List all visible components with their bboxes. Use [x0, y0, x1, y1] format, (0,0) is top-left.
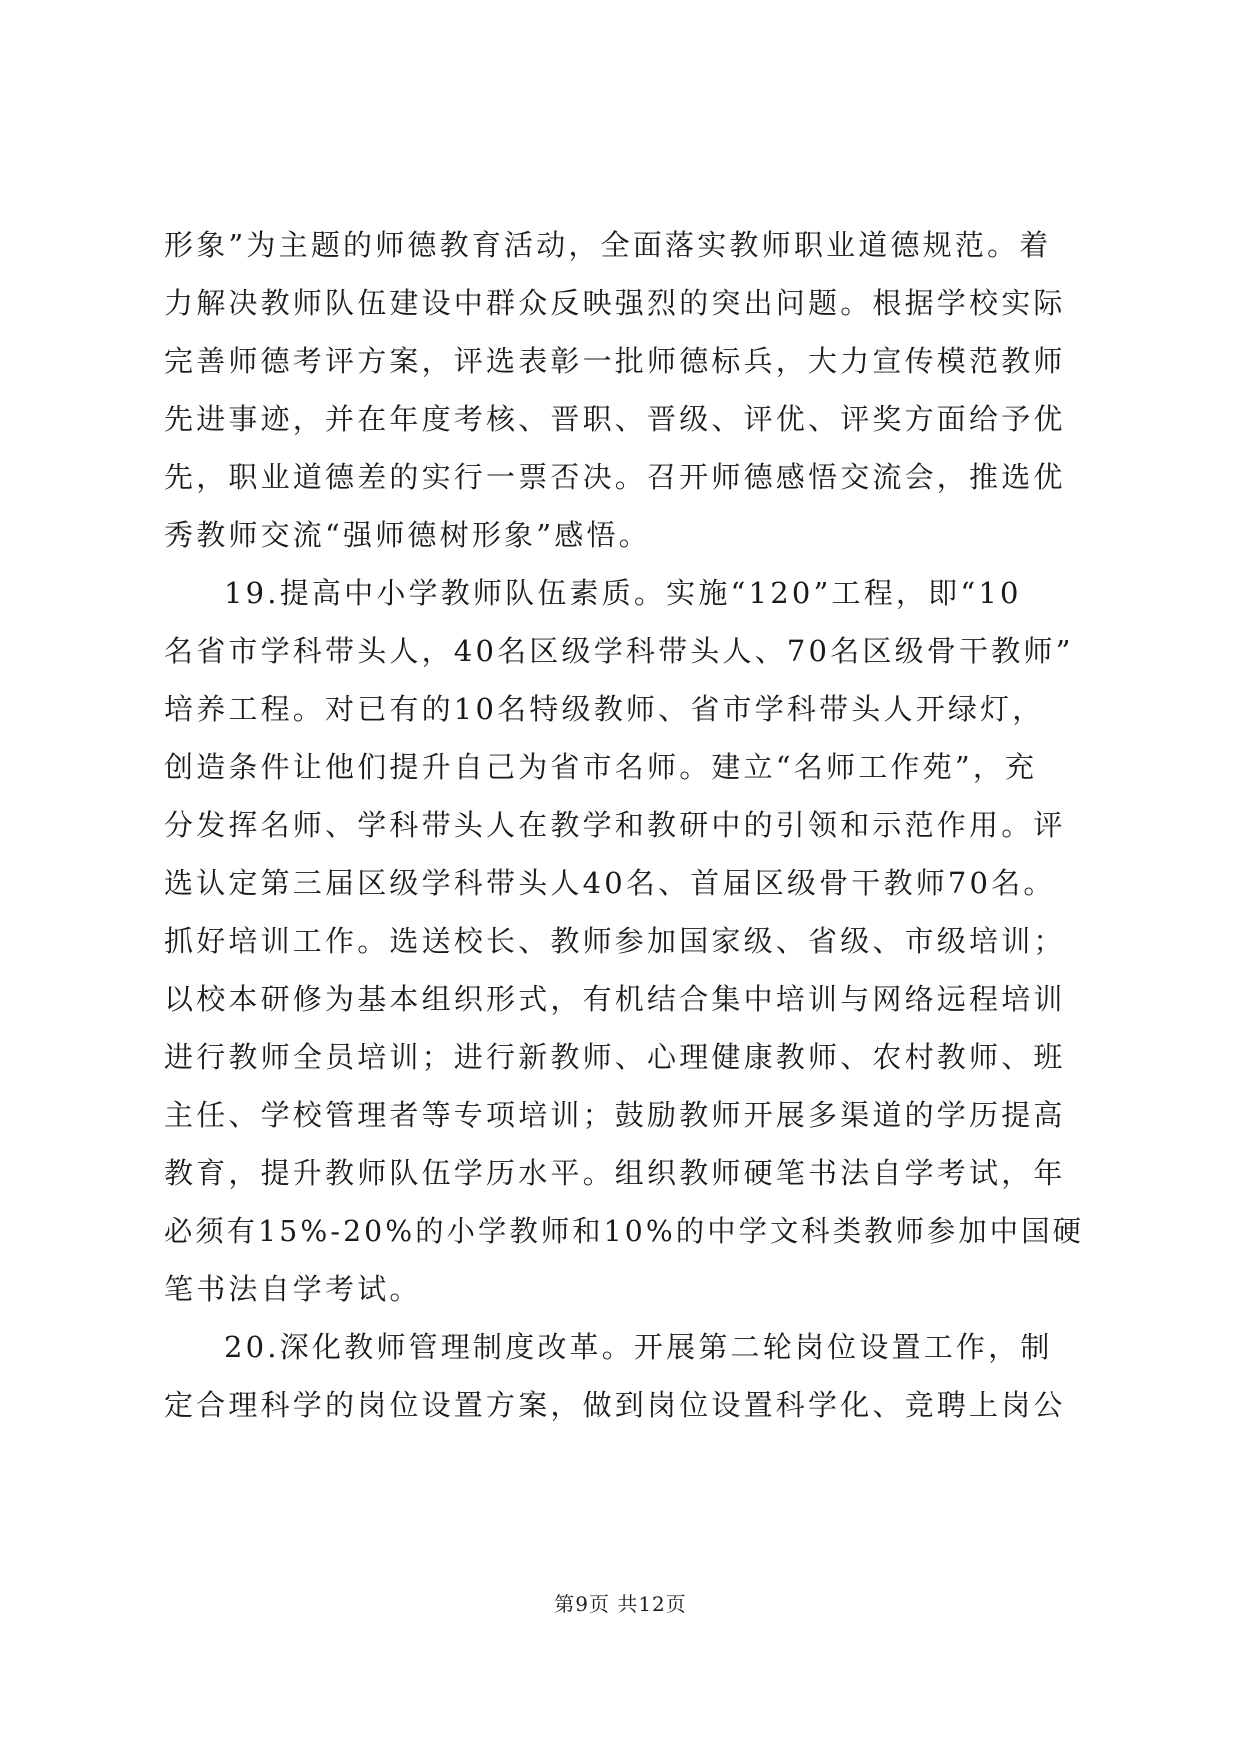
text-line: 名省市学科带头人，40名区级学科带头人、70名区级骨干教师” [164, 634, 1074, 668]
text-line: 进行教师全员培训；进行新教师、心理健康教师、农村教师、班 [164, 1040, 1066, 1074]
text-line: 完善师德考评方案，评选表彰一批师德标兵，大力宣传模范教师 [164, 344, 1066, 378]
text-line: 秀教师交流“强师德树形象”感悟。 [164, 518, 651, 552]
paragraph-start-line: 19.提高中小学教师队伍素质。实施“120”工程，即“10 [224, 576, 1022, 610]
text-line: 以校本研修为基本组织形式，有机结合集中培训与网络远程培训 [164, 982, 1066, 1016]
text-line: 分发挥名师、学科带头人在教学和教研中的引领和示范作用。评 [164, 808, 1066, 842]
text-line: 创造条件让他们提升自己为省市名师。建立“名师工作苑”，充 [164, 750, 1038, 784]
text-line: 选认定第三届区级学科带头人40名、首届区级骨干教师70名。 [164, 866, 1056, 900]
text-line: 力解决教师队伍建设中群众反映强烈的突出问题。根据学校实际 [164, 286, 1066, 320]
paragraph-start-line: 20.深化教师管理制度改革。开展第二轮岗位设置工作，制 [224, 1330, 1053, 1364]
text-line: 必须有15%-20%的小学教师和10%的中学文科类教师参加中国硬 [164, 1214, 1084, 1248]
text-line: 先进事迹，并在年度考核、晋职、晋级、评优、评奖方面给予优 [164, 402, 1066, 436]
text-line: 先，职业道德差的实行一票否决。召开师德感悟交流会，推选优 [164, 460, 1066, 494]
text-line: 形象”为主题的师德教育活动，全面落实教师职业道德规范。着 [164, 228, 1052, 262]
page-footer: 第9页 共12页 [554, 1592, 687, 1616]
text-line: 定合理科学的岗位设置方案，做到岗位设置科学化、竞聘上岗公 [164, 1388, 1066, 1422]
text-line: 笔书法自学考试。 [164, 1272, 422, 1306]
text-line: 主任、学校管理者等专项培训；鼓励教师开展多渠道的学历提高 [164, 1098, 1066, 1132]
text-line: 教育，提升教师队伍学历水平。组织教师硬笔书法自学考试，年 [164, 1156, 1066, 1190]
text-line: 培养工程。对已有的10名特级教师、省市学科带头人开绿灯， [164, 692, 1045, 726]
text-line: 抓好培训工作。选送校长、教师参加国家级、省级、市级培训； [164, 924, 1066, 958]
